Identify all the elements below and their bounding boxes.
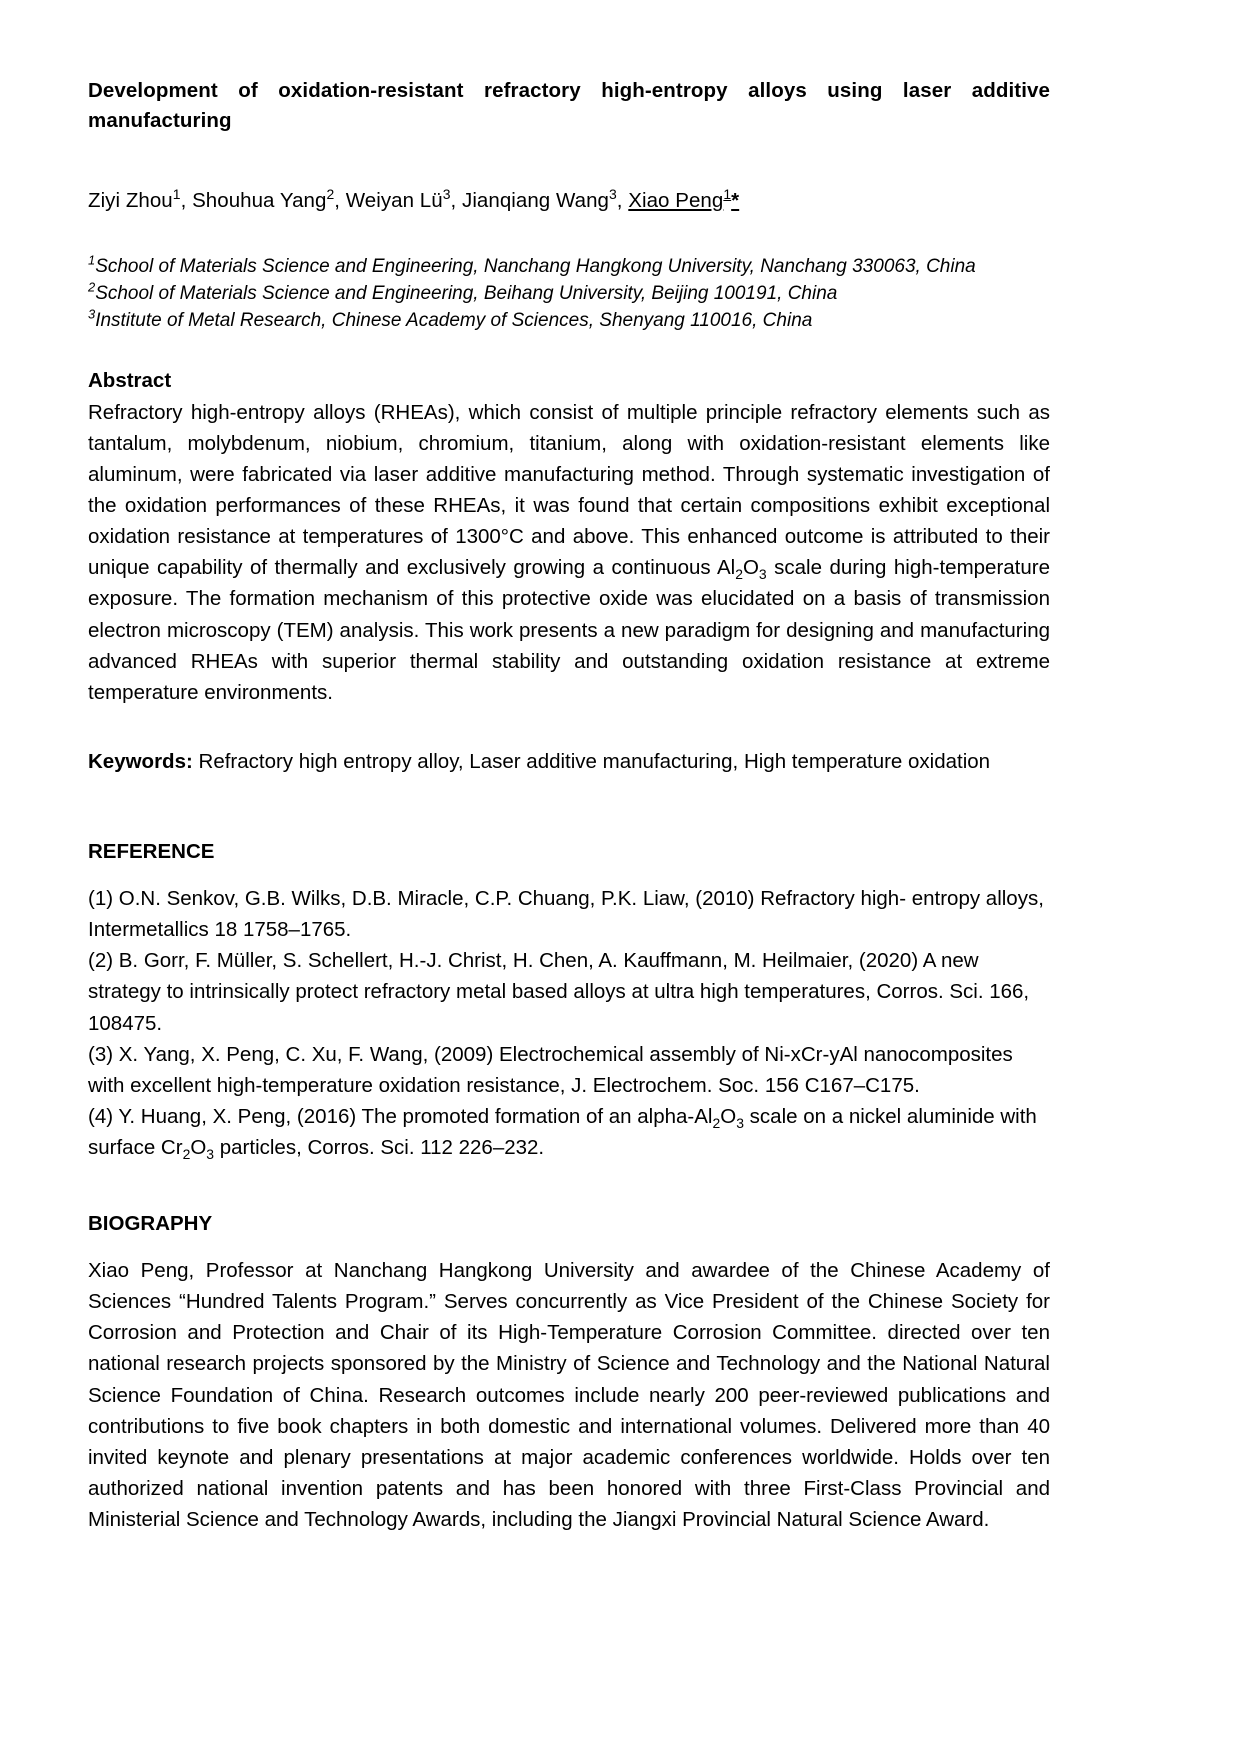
author-separator: , bbox=[450, 189, 463, 213]
affiliation-text: School of Materials Science and Engineering, Nanchang Hangkong University, Nanchang 330063, China bbox=[95, 255, 976, 277]
formula-subscript: 3 bbox=[736, 1115, 744, 1132]
reference-item: (3) X. Yang, X. Peng, C. Xu, F. Wang, (2009) Electrochemical assembly of Ni-xCr-yAl nanocomposites with excellent high-temperature oxidation resistance, J. Electrochem. Soc. 156 C167–C175. bbox=[88, 1042, 1013, 1097]
author-list bbox=[88, 186, 1050, 216]
reference-text-post: particles, Corros. Sci. 112 226–232. bbox=[214, 1136, 545, 1160]
formula-subscript: 2 bbox=[182, 1146, 191, 1163]
affiliation-text: Institute of Metal Research, Chinese Academy of Sciences, Shenyang 110016, China bbox=[95, 309, 813, 331]
author-affiliation-marker: 1 bbox=[172, 186, 181, 203]
formula-subscript: 3 bbox=[206, 1146, 215, 1163]
author-name: Jianqiang Wang bbox=[462, 189, 609, 213]
affiliation-number: 1 bbox=[88, 252, 96, 268]
author-name: Shouhua Yang bbox=[192, 189, 327, 213]
reference-item: (1) O.N. Senkov, G.B. Wilks, D.B. Miracle, C.P. Chuang, P.K. Liaw, (2010) Refractory high- entropy alloys, Intermetallics 18 1758–1765. bbox=[88, 886, 1044, 942]
corresponding-author-name: Xiao Peng bbox=[628, 189, 724, 213]
reference-heading: REFERENCE bbox=[88, 840, 215, 864]
affiliation-number: 3 bbox=[88, 306, 96, 322]
author-name: Ziyi Zhou bbox=[88, 189, 173, 213]
affiliation-text: School of Materials Science and Engineering, Beihang University, Beijing 100191, China bbox=[95, 282, 838, 304]
abstract-heading: Abstract bbox=[88, 368, 172, 392]
reference-item bbox=[88, 1101, 1050, 1163]
corresponding-author-marker: * bbox=[731, 189, 740, 213]
abstract-part-1: Refractory high-entropy alloys (RHEAs), which consist of multiple principle refractory elements such as tantalum, molybdenum, niobium, chromium, titanium, along with oxidation-resistant elements like aluminum, were fabricated via laser additive manufacturing method. Through systematic investigation of the oxidation performances of these RHEAs, it was found that certain compositions exhibit exceptional oxidation resistance at temperatures of 1300°C and above. This enhanced outcome is attributed to their unique capability of thermally and exclusively growing a continuous Al bbox=[88, 400, 1050, 580]
keywords-line bbox=[88, 746, 1050, 777]
author-separator: , bbox=[180, 189, 193, 213]
reference-list bbox=[88, 883, 1050, 1163]
affiliation-number: 2 bbox=[88, 279, 96, 295]
author-affiliation-marker: 3 bbox=[442, 186, 451, 203]
author-separator: , bbox=[334, 189, 346, 213]
formula-element: O bbox=[190, 1136, 207, 1160]
keywords-label: Keywords: bbox=[88, 750, 193, 774]
author-affiliation-marker: 1 bbox=[723, 186, 732, 203]
author-name: Weiyan Lü bbox=[345, 189, 443, 213]
document-content bbox=[88, 76, 1050, 1535]
formula-element: O bbox=[742, 556, 759, 580]
formula-subscript: 2 bbox=[712, 1115, 721, 1132]
affiliation-list bbox=[88, 254, 1050, 335]
reference-text-mid: scale on a nickel aluminide with surface Cr bbox=[88, 1104, 1037, 1160]
biography-text: Xiao Peng, Professor at Nanchang Hangkong University and awardee of the Chinese Academy of Sciences “Hundred Talents Program.” Serves concurrently as Vice President of the Chinese Society for Corrosion and Protection and Chair of its High-Temperature Corrosion Committee. directed over ten national research projects sponsored by the Ministry of Science and Technology and the National Natural Science Foundation of China. Research outcomes include nearly 200 peer-reviewed publications and contributions to five book chapters in both domestic and international volumes. Delivered more than 40 invited keynote and plenary presentations at major academic conferences worldwide. Holds over ten authorized national invention patents and has been honored with three First-Class Provincial and Ministerial Science and Technology Awards, including the Jiangxi Provincial Natural Science Award. bbox=[88, 1258, 1050, 1532]
formula-subscript: 2 bbox=[735, 566, 743, 583]
abstract-part-2: scale during high-temperature exposure. The formation mechanism of this protective oxide was elucidated on a basis of transmission electron microscopy (TEM) analysis. This work presents a new paradigm for designing and manufacturing advanced RHEAs with superior thermal stability and outstanding oxidation resistance at extreme temperature environments. bbox=[88, 556, 1051, 704]
reference-item: (2) B. Gorr, F. Müller, S. Schellert, H.-J. Christ, H. Chen, A. Kauffmann, M. Heilmaier, (2020) A new strategy to intrinsically protect refractory metal based alloys at ultra high temperatures, Corros. Sci. 166, 108475. bbox=[88, 949, 1030, 1035]
formula-element: O bbox=[720, 1104, 737, 1128]
keywords-value: Refractory high entropy alloy, Laser additive manufacturing, High temperature oxidation bbox=[192, 750, 991, 774]
affiliation-item bbox=[88, 254, 1050, 281]
affiliation-item bbox=[88, 308, 1050, 335]
author-separator: , bbox=[616, 189, 629, 213]
page-title: Development of oxidation-resistant refractory high-entropy alloys using laser additive manufacturing bbox=[88, 79, 1050, 133]
author-affiliation-marker: 3 bbox=[608, 186, 617, 203]
author-affiliation-marker: 2 bbox=[326, 186, 335, 203]
reference-text-pre: (4) Y. Huang, X. Peng, (2016) The promoted formation of an alpha-Al bbox=[88, 1104, 713, 1128]
formula-subscript: 3 bbox=[758, 566, 767, 583]
affiliation-item bbox=[88, 281, 1050, 308]
biography-heading: BIOGRAPHY bbox=[88, 1212, 213, 1236]
abstract-text bbox=[88, 397, 1050, 709]
